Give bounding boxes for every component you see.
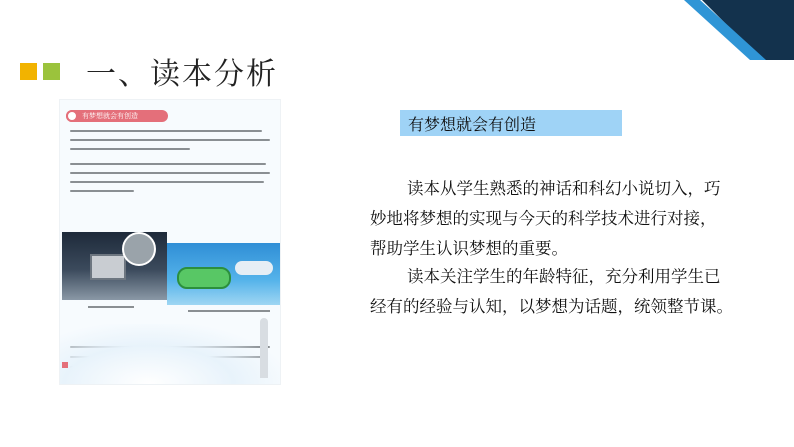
badge-icon	[66, 110, 78, 122]
paragraph-line: 妙地将梦想的实现与今天的科学技术进行对接，	[370, 209, 717, 228]
paragraph-line: 经有的经验与认知，以梦想为话题，统领整节课。	[370, 297, 733, 316]
photo-caption	[188, 310, 270, 312]
section-subtitle-text: 有梦想就会有创造	[408, 114, 537, 134]
corner-decoration	[674, 0, 794, 60]
page-header-tag	[66, 110, 168, 122]
textbook-page-image	[59, 99, 281, 385]
lunar-lander-photo	[62, 232, 167, 300]
slide-title-bar	[20, 49, 278, 93]
slide-title: 一、读本分析	[86, 57, 278, 92]
analysis-paragraph-1	[370, 174, 750, 264]
photo-caption	[88, 306, 134, 308]
section-subtitle	[400, 110, 622, 136]
orange-square-icon	[20, 63, 37, 80]
analysis-paragraph-2	[370, 262, 750, 322]
paragraph-line: 读本关注学生的年龄特征，充分利用学生已	[407, 267, 721, 286]
cloud-graphic	[60, 324, 281, 384]
rocket-graphic	[260, 318, 268, 378]
submersible-photo	[167, 243, 280, 305]
page-text-block	[70, 130, 270, 199]
paragraph-line: 读本从学生熟悉的神话和科幻小说切入，巧	[407, 179, 721, 198]
paragraph-line: 帮助学生认识梦想的重要。	[370, 239, 568, 258]
page-header-text: 有梦想就会有创造	[82, 112, 138, 120]
page-number-marker	[62, 362, 68, 368]
green-square-icon	[43, 63, 60, 80]
